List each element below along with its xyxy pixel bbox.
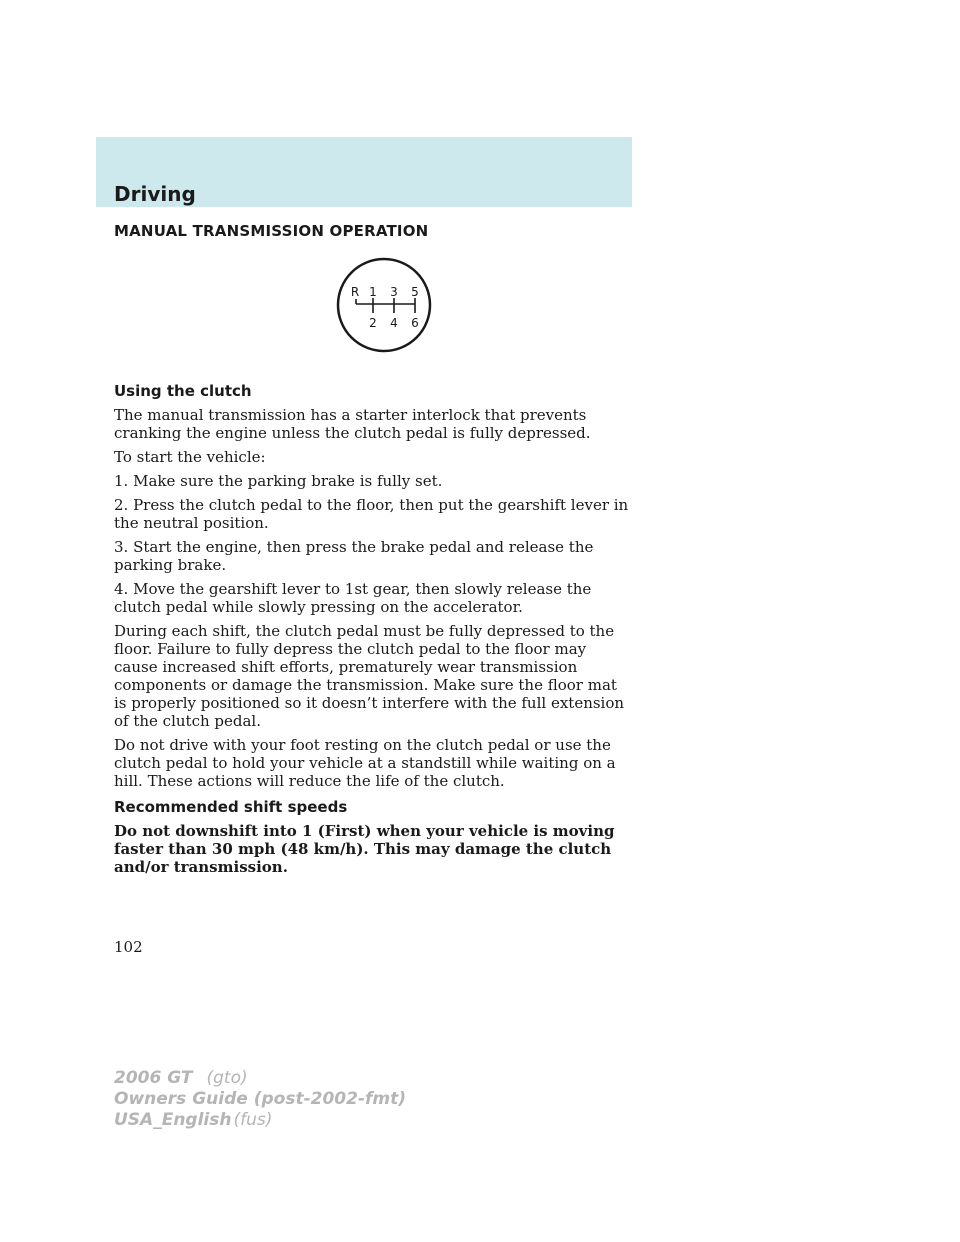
- footer-language-code: (fus): [233, 1110, 273, 1130]
- document-footer: [114, 1068, 406, 1131]
- shift-pattern-diagram: [336, 257, 432, 353]
- downshift-warning: Do not downshift into 1 (First) when your vehicle is moving faster than 30 mph (48 km/h). This may damage the clutch and/or transmission.: [114, 822, 615, 876]
- gear-label-6: 6: [411, 316, 419, 330]
- footer-language: USA_English: [114, 1110, 232, 1130]
- step-2: 2. Press the clutch pedal to the floor, then put the gearshift lever in the neutral position.: [114, 496, 629, 532]
- body-content: [114, 382, 634, 882]
- subheading-shift-speeds: Recommended shift speeds: [114, 798, 348, 816]
- footer-model-code: (gto): [206, 1068, 248, 1088]
- gear-label-3: 3: [390, 285, 398, 299]
- paragraph-interlock: The manual transmission has a starter interlock that prevents cranking the engine unless the clutch pedal is fully depressed.: [114, 406, 591, 442]
- step-4: 4. Move the gearshift lever to 1st gear, then slowly release the clutch pedal while slowly pressing on the accelerator.: [114, 580, 592, 616]
- gear-label-1: 1: [369, 285, 377, 299]
- footer-guide-format: Owners Guide (post-2002-fmt): [114, 1089, 407, 1109]
- paragraph-each-shift: During each shift, the clutch pedal must be fully depressed to the floor. Failure to fully depress the clutch pedal to the floor may cause increased shift efforts, prematurely wear transmission components or damage the transmission. Make sure the floor mat is properly positioned so it doesn’t interfere with the full extension of the clutch pedal.: [114, 622, 625, 730]
- gear-label-2: 2: [369, 316, 377, 330]
- step-3: 3. Start the engine, then press the brake pedal and release the parking brake.: [114, 538, 594, 574]
- page-heading: MANUAL TRANSMISSION OPERATION: [114, 222, 429, 240]
- gear-label-4: 4: [390, 316, 398, 330]
- page-number: 102: [114, 938, 143, 956]
- paragraph-do-not-rest: Do not drive with your foot resting on the clutch pedal or use the clutch pedal to hold your vehicle at a standstill while waiting on a hill. These actions will reduce the life of the clutch.: [114, 736, 616, 790]
- shift-knob-outline: [338, 259, 430, 351]
- footer-model: 2006 GT: [114, 1068, 193, 1088]
- section-title: Driving: [114, 182, 196, 206]
- gear-label-reverse: R: [350, 285, 360, 299]
- subheading-using-clutch: Using the clutch: [114, 382, 252, 400]
- paragraph-start-intro: To start the vehicle:: [114, 448, 266, 466]
- gear-label-5: 5: [411, 285, 419, 299]
- step-1: 1. Make sure the parking brake is fully set.: [114, 472, 443, 490]
